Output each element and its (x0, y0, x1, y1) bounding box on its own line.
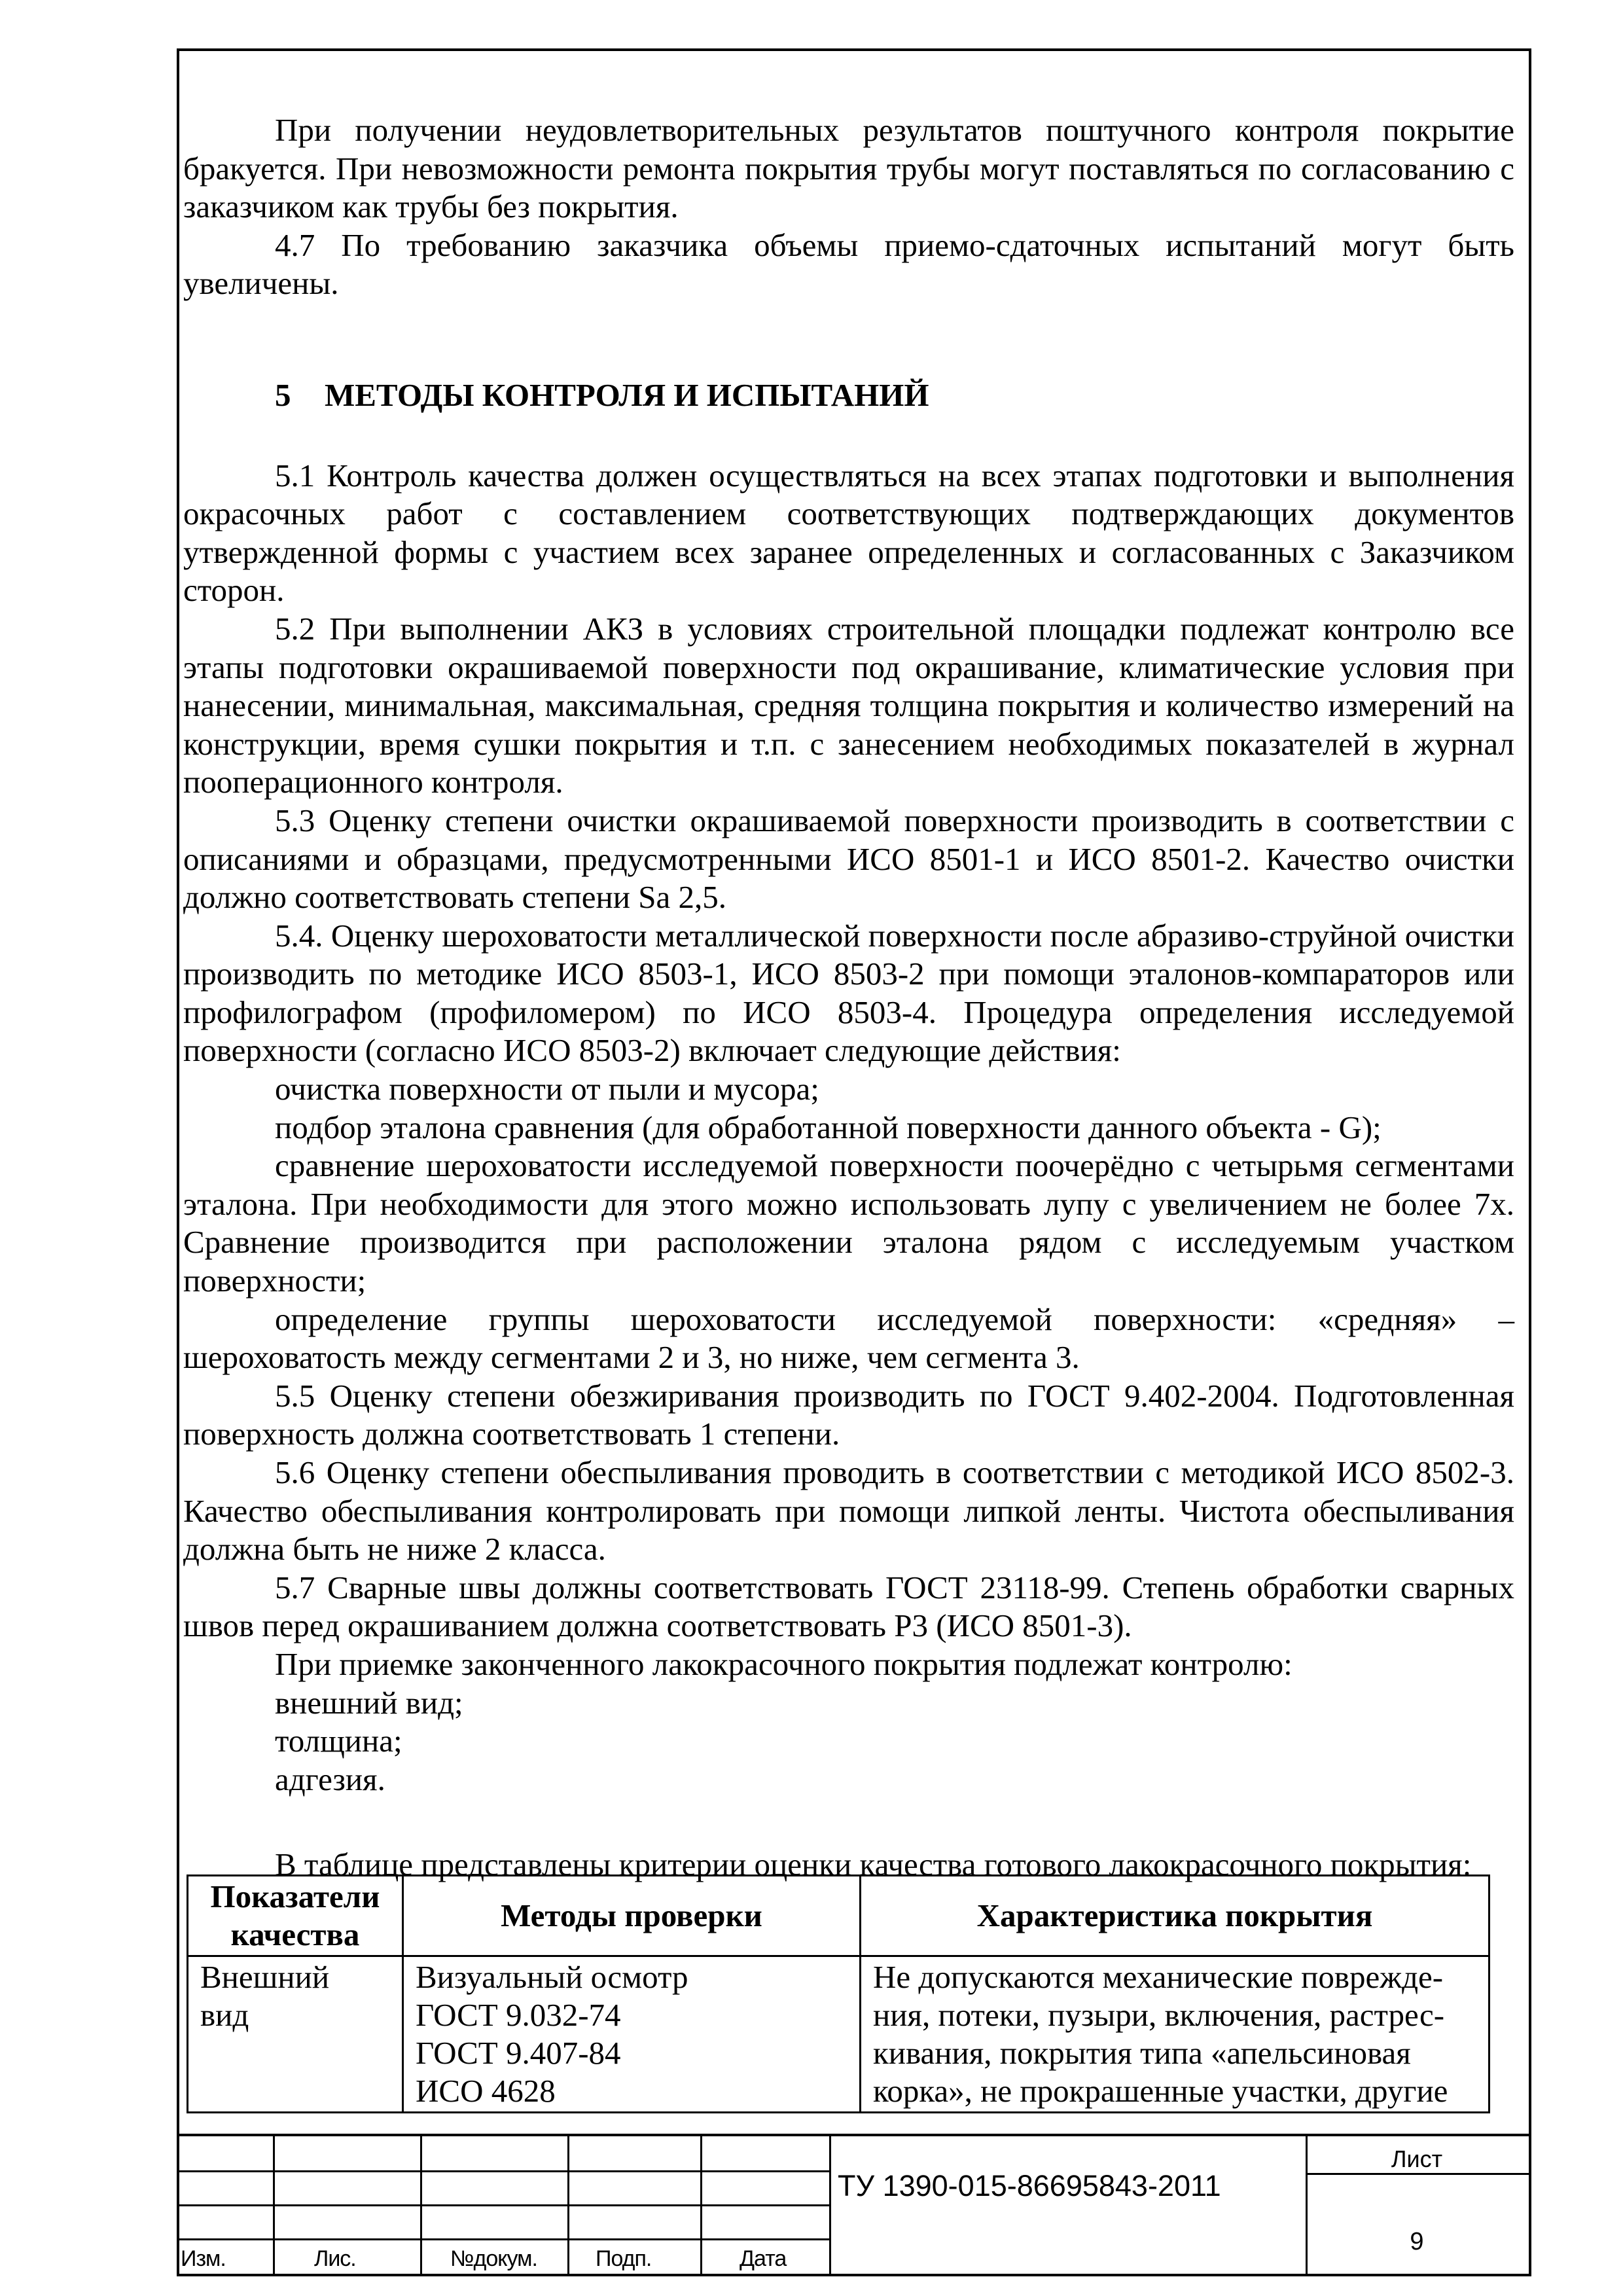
cell-line: ния, потеки, пузыри, включения, растрес- (873, 1997, 1445, 2033)
table-intro: В таблице представлены критерии оценки качества готового лакокрасочного покрытия: (275, 1846, 1472, 1883)
stamp-label-sheet: Лис. (314, 2246, 356, 2271)
list-item: определение группы шероховатости исследуемой поверхности: «средняя» – шероховатость между сегментами 2 и 3, но ниже, чем сегмента 3. (183, 1300, 1514, 1376)
cell-line: ГОСТ 9.032-74 (416, 1997, 621, 2033)
cell-line: кивания, покрытия типа «апельсиновая (873, 2035, 1411, 2071)
paragraph: При приемке законченного лакокрасочного покрытия подлежат контролю: (275, 1645, 1293, 1682)
cell-line: вид (200, 1997, 249, 2033)
paragraph: 5.4. Оценку шероховатости металлической поверхности после абразиво-струйной очистки производить по методике ИСО 8503-1, ИСО 8503-2 при помощи эталонов-компараторов или профилографом (профиломером) по ИСО 8503-4. Процедура определения исследуемой поверхности (согласно ИСО 8503-2) включает следующие действия: (183, 917, 1514, 1069)
cell-line: ГОСТ 9.407-84 (416, 2035, 621, 2071)
paragraph: 5.1 Контроль качества должен осуществляться на всех этапах подготовки и выполнения окрасочных работ с составлением соответствующих подтверждающих документов утвержденной формы с участием всех заранее определенных и согласованных с Заказчиком сторон. (183, 457, 1514, 609)
paragraph: 4.7 По требованию заказчика объемы приемо-сдаточных испытаний могут быть увеличены. (183, 226, 1514, 302)
stamp-label-date: Дата (740, 2246, 787, 2271)
stamp-label-change: Изм. (181, 2246, 226, 2271)
section-heading (183, 376, 1514, 415)
characteristic-cell (861, 1956, 1489, 2113)
cell-line: ИСО 4628 (416, 2073, 556, 2109)
cell-line: корка», не прокрашенные участки, другие (873, 2073, 1448, 2109)
cell-line: Не допускаются механические поврежде- (873, 1959, 1444, 1995)
table-header-cell: Характеристика покрытия (861, 1876, 1489, 1956)
table-header-cell: Показатели качества (188, 1876, 403, 1956)
paragraph: 5.2 При выполнении АКЗ в условиях строительной площадки подлежат контролю все этапы подготовки окрашиваемой поверхности под окрашивание, климатические условия при нанесении, минимальная, максимальная, средняя толщина покрытия и количество измерений на конструкции, время сушки покрытия и т.п. с занесением необходимых показателей в журнал пооперационного контроля. (183, 610, 1514, 800)
list-item: внешний вид; (275, 1684, 463, 1721)
document-code: ТУ 1390-015-86695843-2011 (838, 2169, 1221, 2202)
document-body (183, 111, 1514, 1884)
paragraph: 5.7 Сварные швы должны соответствовать ГОСТ 23118-99. Степень обработки сварных швов перед окрашиванием должна соответствовать Р3 (ИСО 8501-3). (183, 1569, 1514, 1644)
quality-criteria-table (187, 1874, 1490, 2113)
stamp-label-doc-number: №докум. (450, 2246, 537, 2271)
paragraph: При получении неудовлетворительных результатов поштучного контроля покрытие бракуется. При невозможности ремонта покрытия трубы могут поставляться по согласованию с заказчиком как трубы без покрытия. (183, 112, 1514, 225)
sheet-number: 9 (1410, 2228, 1424, 2255)
table-row (188, 1956, 1489, 2113)
paragraph: 5.5 Оценку степени обезжиривания производить по ГОСТ 9.402-2004. Подготовленная поверхность должна соответствовать 1 степени. (183, 1377, 1514, 1452)
list-item: очистка поверхности от пыли и мусора; (275, 1071, 819, 1107)
table-header-row (188, 1876, 1489, 1956)
title-block (177, 2134, 1531, 2276)
cell-line: Визуальный осмотр (416, 1959, 688, 1995)
section-title: МЕТОДЫ КОНТРОЛЯ И ИСПЫТАНИЙ (325, 376, 929, 413)
cell-line: Внешний (200, 1959, 330, 1995)
list-item: адгезия. (275, 1761, 385, 1797)
method-cell (403, 1956, 861, 2113)
list-item: подбор эталона сравнения (для обработанной поверхности данного объекта - G); (275, 1109, 1382, 1145)
sheet-label: Лист (1391, 2145, 1443, 2172)
paragraph: 5.3 Оценку степени очистки окрашиваемой поверхности производить в соответствии с описаниями и образцами, предусмотренными ИСО 8501-1 и ИСО 8501-2. Качество очистки должно соответствовать степени Sa 2,5. (183, 802, 1514, 916)
indicator-cell (188, 1956, 403, 2113)
section-number: 5 (275, 376, 291, 413)
list-item: сравнение шероховатости исследуемой поверхности поочерёдно с четырьмя сегментами эталона. При необходимости для этого можно использовать лупу с увеличением не более 7х. Сравнение производится при расположении эталона рядом с исследуемым участком поверхности; (183, 1147, 1514, 1299)
list-item: толщина; (275, 1723, 402, 1759)
table-header-cell: Методы проверки (403, 1876, 861, 1956)
stamp-label-signature: Подп. (596, 2246, 652, 2271)
paragraph: 5.6 Оценку степени обеспыливания проводить в соответствии с методикой ИСО 8502-3. Качество обеспыливания контролировать при помощи липкой ленты. Чистота обеспыливания должна быть не ниже 2 класса. (183, 1454, 1514, 1568)
